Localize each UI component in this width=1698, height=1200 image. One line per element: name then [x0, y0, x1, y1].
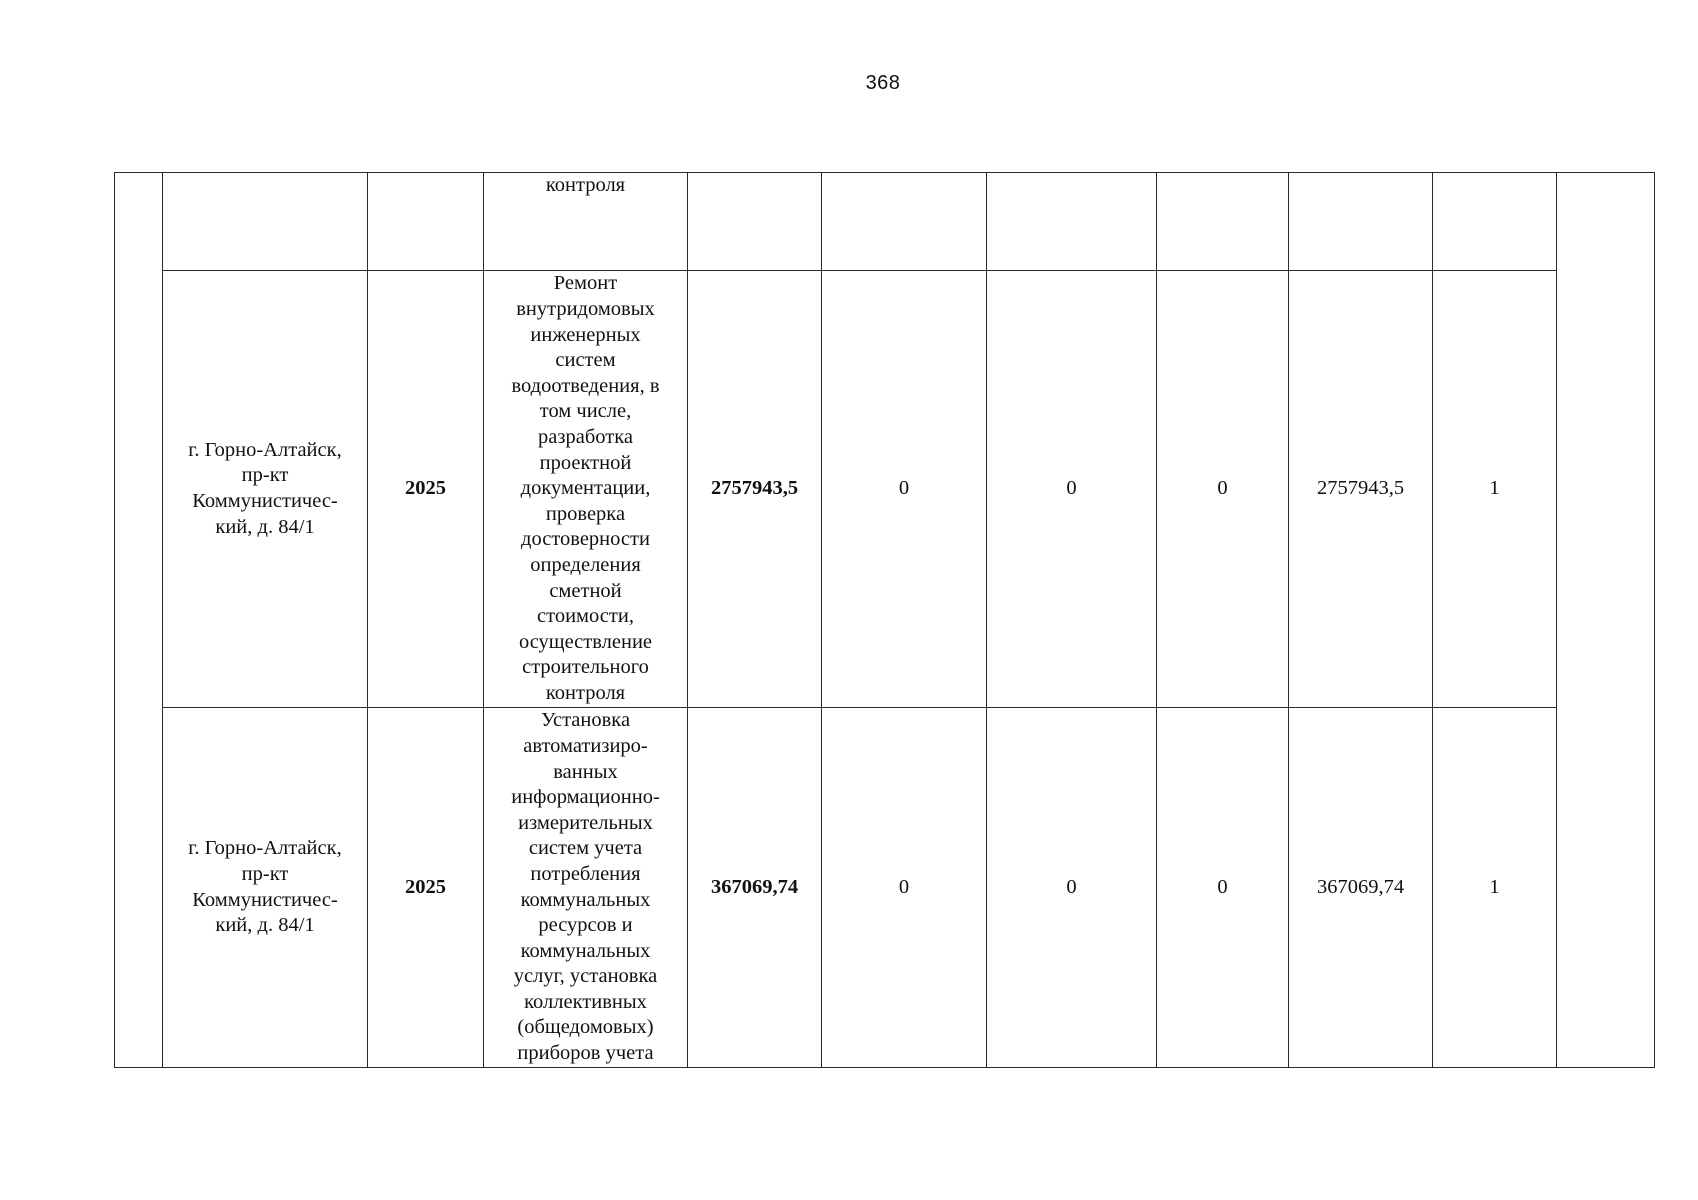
address-line: г. Горно-Алтайск,: [188, 438, 342, 461]
work-line: водоотведения, в: [511, 374, 660, 397]
address-line: кий, д. 84/1: [215, 515, 315, 538]
work-line: Установка: [540, 709, 631, 732]
work-text: контроля: [545, 174, 626, 196]
work-line: потребления: [530, 862, 641, 885]
value-cell: 1: [1433, 271, 1557, 708]
value-cell: 367069,74: [1289, 708, 1433, 1068]
value-cell: 1: [1433, 708, 1557, 1068]
value-cell: 0: [1157, 708, 1289, 1068]
work-line: определения: [530, 553, 641, 576]
work-line: информационно-: [511, 786, 660, 809]
work-line: автоматизиро-: [523, 734, 648, 757]
work-cell: [484, 708, 688, 1068]
year-cell: 2025: [368, 271, 484, 708]
value-cell: 2757943,5: [1289, 271, 1433, 708]
value-cell: [1433, 173, 1557, 271]
address-line: пр-кт: [241, 862, 289, 885]
work-line: ресурсов и: [538, 914, 633, 937]
address-line: Коммунистичес-: [192, 888, 338, 911]
work-line: том числе,: [539, 400, 632, 423]
work-line: коммунальных: [520, 939, 651, 962]
total-cell: 2757943,5: [688, 271, 822, 708]
page-number: 368: [865, 72, 901, 94]
work-line: документации,: [520, 477, 651, 500]
work-line: Ремонт: [553, 272, 618, 295]
index-cell: [115, 173, 163, 1068]
work-line: строительного: [522, 656, 649, 679]
work-line: осуществление: [518, 630, 653, 653]
note-cell: [1557, 173, 1655, 1068]
total-cell: 367069,74: [688, 708, 822, 1068]
value-cell: 0: [987, 271, 1157, 708]
total-cell: [688, 173, 822, 271]
address-line: Коммунистичес-: [192, 490, 338, 512]
work-line: коллективных: [524, 990, 647, 1013]
program-table: [114, 172, 1655, 1068]
table-row: [115, 708, 1655, 1068]
address-line: г. Горно-Алтайск,: [188, 837, 342, 860]
value-cell: 0: [822, 271, 987, 708]
address-cell: [163, 708, 368, 1068]
value-cell: 0: [987, 708, 1157, 1068]
value-cell: [1157, 173, 1289, 271]
address-line: кий, д. 84/1: [215, 914, 315, 937]
table-row-continued: [115, 173, 1655, 271]
work-cell: [484, 173, 688, 271]
work-line: внутридомовых: [516, 298, 655, 321]
work-line: проектной: [539, 451, 632, 474]
work-line: систем учета: [528, 837, 643, 860]
work-line: (общедомовых): [517, 1016, 654, 1039]
work-line: проверка: [545, 502, 626, 525]
value-cell: [822, 173, 987, 271]
work-line: сметной: [549, 579, 622, 602]
address-cell: [163, 271, 368, 708]
work-line: приборов учета: [517, 1042, 654, 1065]
work-line: разработка: [538, 426, 633, 449]
value-cell: 0: [1157, 271, 1289, 708]
work-line: стоимости,: [537, 605, 634, 628]
address-cell: [163, 173, 368, 271]
year-cell: 2025: [368, 708, 484, 1068]
work-line: ванных: [553, 760, 618, 783]
work-line: достоверности: [521, 528, 650, 551]
work-line: инженерных: [530, 323, 641, 346]
work-line: услуг, установка: [513, 965, 658, 988]
work-line: коммунальных: [520, 888, 651, 911]
value-cell: [1289, 173, 1433, 271]
value-cell: [987, 173, 1157, 271]
year-cell: [368, 173, 484, 271]
address-line: пр-кт: [241, 464, 289, 487]
work-line: измерительных: [518, 811, 653, 834]
value-cell: 0: [822, 708, 987, 1068]
work-cell: [484, 271, 688, 708]
work-line: контроля: [545, 681, 626, 704]
table-row: [115, 271, 1655, 708]
work-line: систем: [555, 349, 616, 372]
